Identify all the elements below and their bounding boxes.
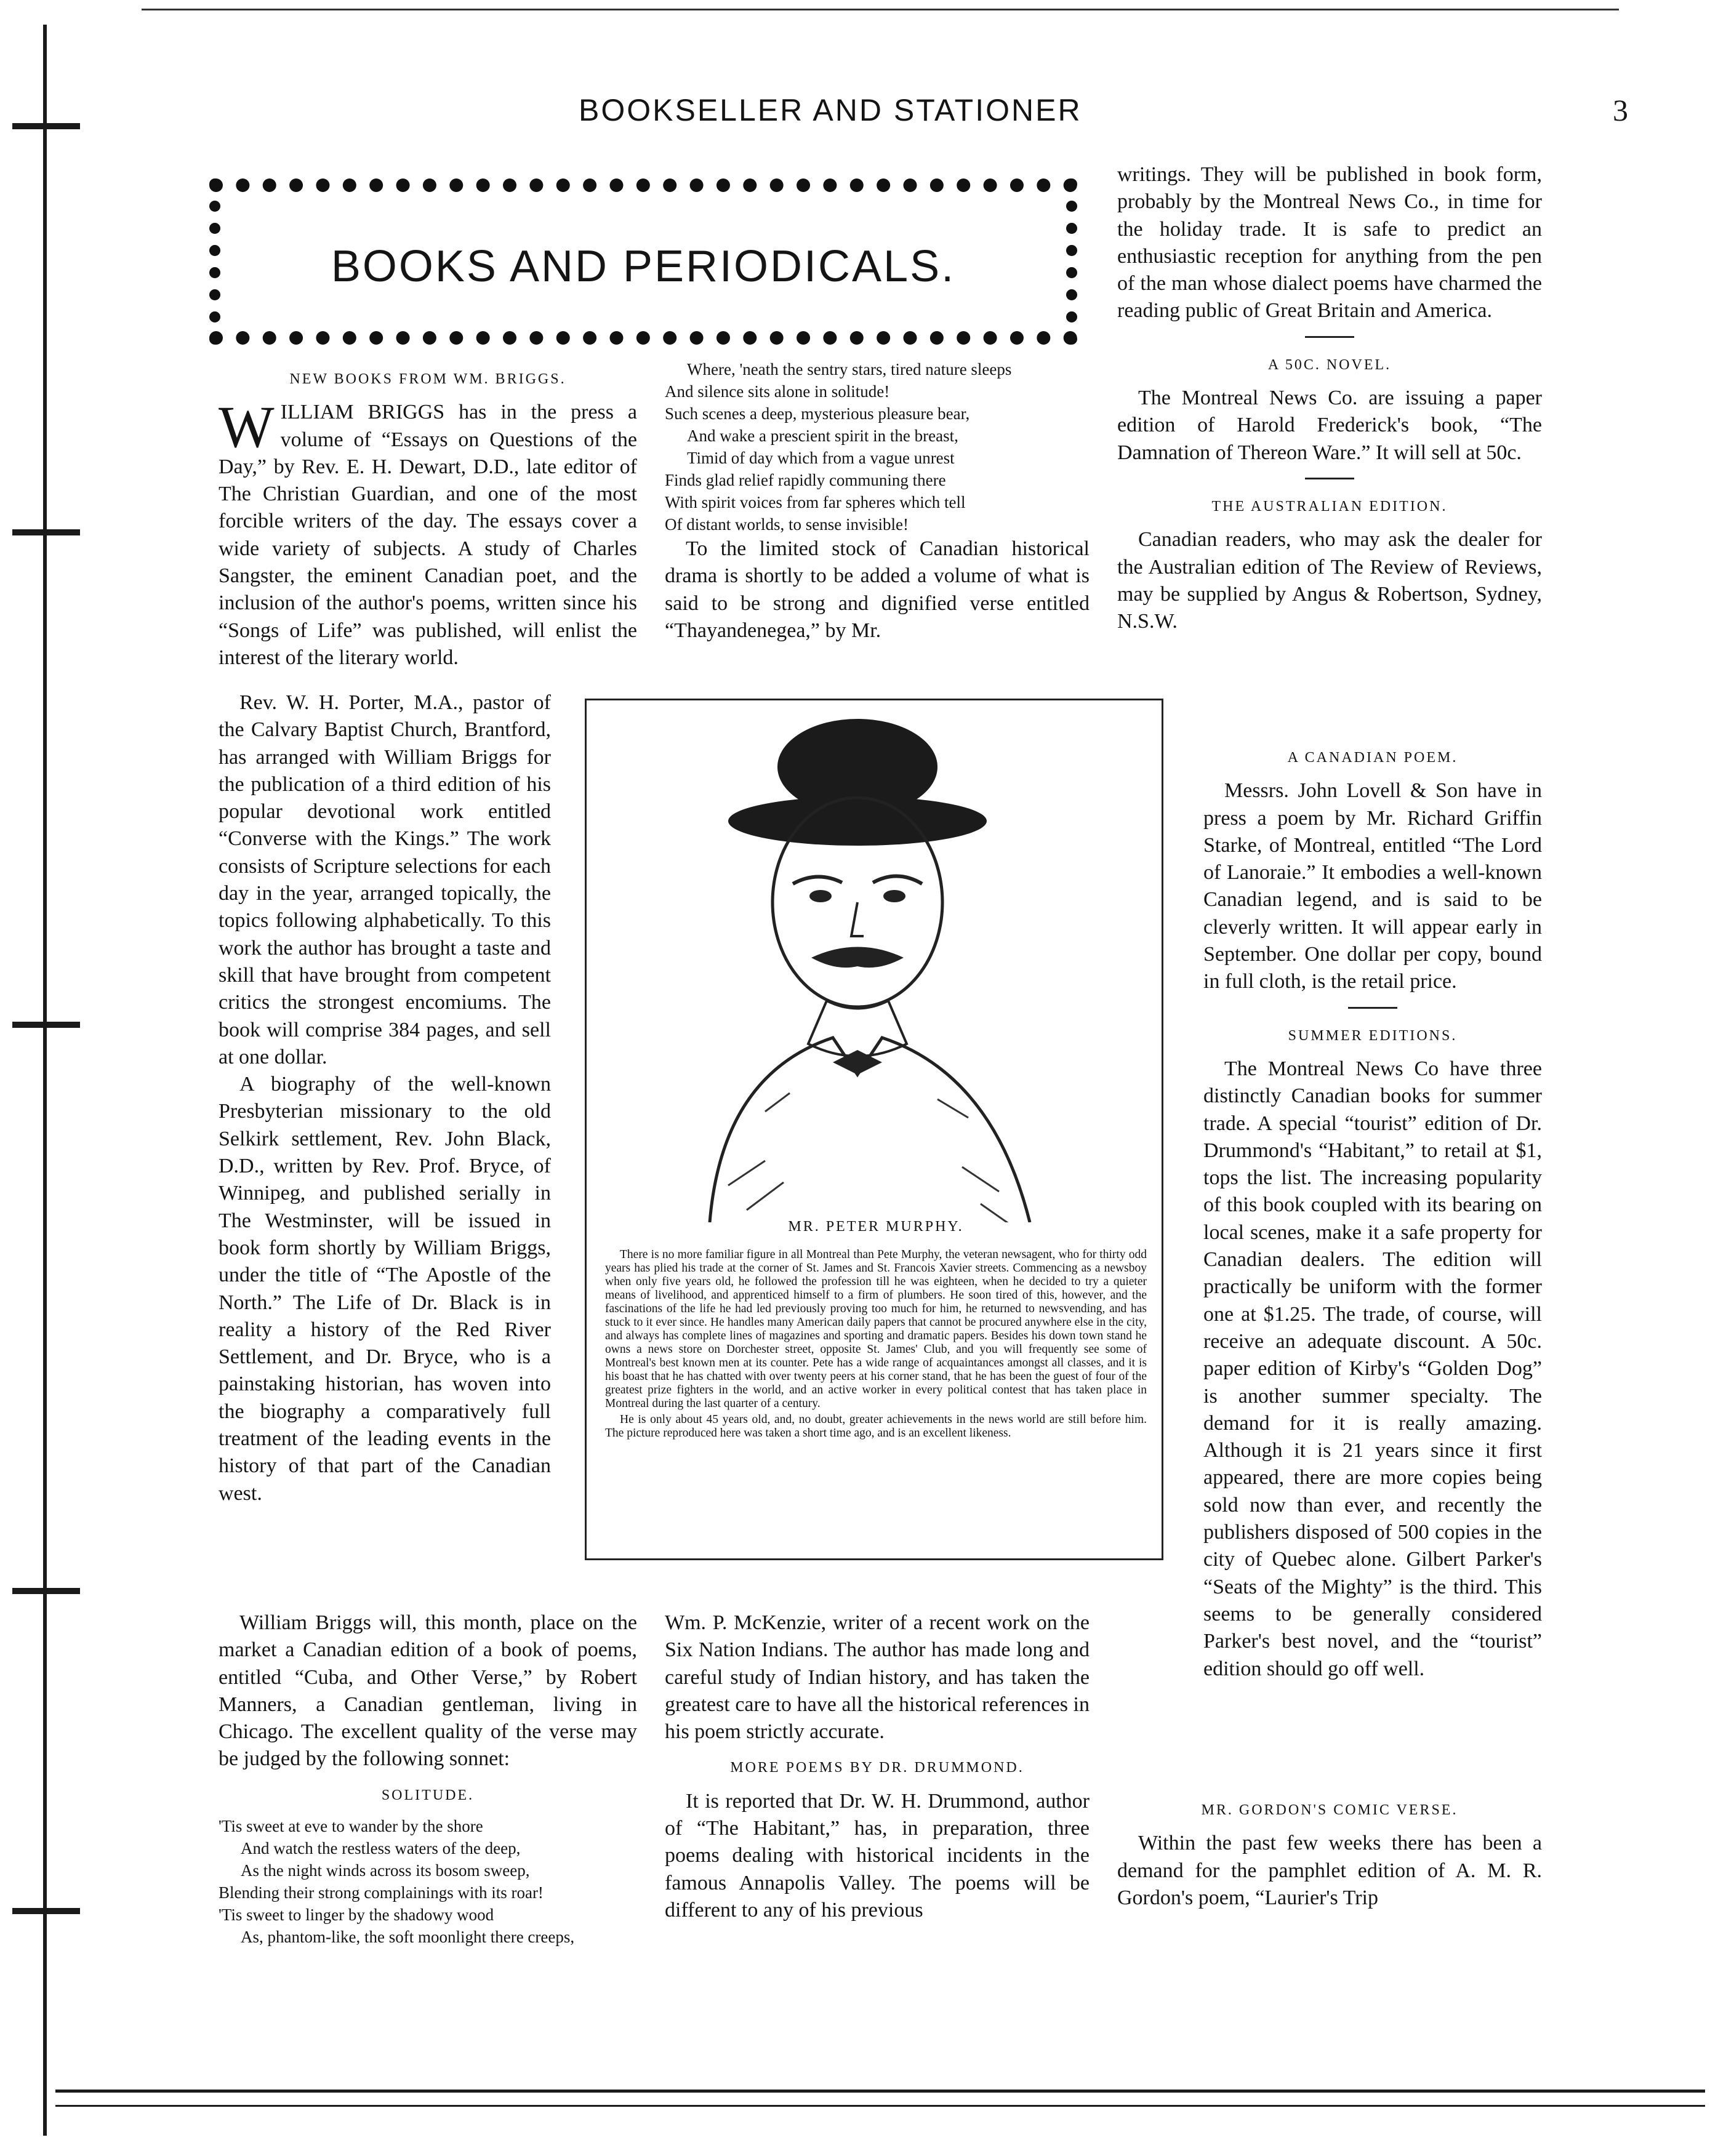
poem-title: SOLITUDE. xyxy=(381,1787,475,1803)
binding-mark xyxy=(12,123,80,129)
poem xyxy=(219,1815,637,1948)
poem-line: With spirit voices from far spheres which tell xyxy=(665,493,966,511)
section-heading: NEW BOOKS FROM WM. BRIGGS. xyxy=(289,371,566,387)
paragraph: It is reported that Dr. W. H. Drummond, author of “The Habitant,” has, in preparation, three poems dealing with historical incidents in the famous Annapolis Valley. The poems will be different to any of his previous xyxy=(665,1789,1090,1922)
paragraph-text: ILLIAM BRIGGS has in the press a volume of “Essays on Questions of the Day,” by Rev. E. H. Dewart, D.D., late editor of The Christian Guardian, and one of the most forcible writers of the day. The essays cover a wide variety of subjects. A study of Charles Sangster, the eminent Canadian poet, and the inclusion of the author's poems, written since his “Songs of Life” was published, will enlist the interest of the literary world. xyxy=(219,401,637,669)
column-1-lower xyxy=(219,1609,637,1948)
page-number: 3 xyxy=(1613,93,1628,127)
column-1 xyxy=(219,357,637,671)
section-heading: MR. GORDON'S COMIC VERSE. xyxy=(1201,1802,1458,1818)
top-rule xyxy=(142,9,1619,10)
paragraph: Wm. P. McKenzie, writer of a recent work on the Six Nation Indians. The author has made long and careful study of Indian history, and has taken the greatest care to have all the historical references in his poem strictly accurate. xyxy=(665,1611,1090,1744)
paragraph: Messrs. John Lovell & Son have in press a poem by Mr. Richard Griffin Starke, of Montreal, entitled “The Lord of Lanoraie.” It embodies a well-known Canadian legend, and is said to be cleverly written. It will appear early in September. One dollar per copy, bound in full cloth, is the retail price. xyxy=(1203,779,1542,993)
poem-line: 'Tis sweet at eve to wander by the shore xyxy=(219,1817,483,1836)
bottom-rule xyxy=(55,2090,1705,2093)
column-3-lower xyxy=(1117,1788,1542,1912)
paragraph: William Briggs will, this month, place on the market a Canadian edition of a book of poems, entitled “Cuba, and Other Verse,” by Robert Manners, a Canadian gentleman, living in Chicago. The excellent quality of the verse may be judged by the following sonnet: xyxy=(219,1611,637,1771)
poem-line: 'Tis sweet to linger by the shadowy wood xyxy=(219,1906,494,1925)
poem xyxy=(665,358,1090,535)
running-title: BOOKSELLER AND STATIONER xyxy=(579,93,1082,127)
poem-line: Timid of day which from a vague unrest xyxy=(687,449,955,467)
paragraph: To the limited stock of Canadian historical drama is shortly to be added a volume of what is said to be strong and dignified verse entitled “Thayandenegea,” by Mr. xyxy=(665,537,1090,642)
separator-rule xyxy=(1348,1007,1397,1009)
banner-title: BOOKS AND PERIODICALS. xyxy=(331,242,956,291)
column-2-lower xyxy=(665,1609,1090,1924)
paragraph: writings. They will be published in book form, probably by the Montreal News Co., in time for the holiday trade. It is safe to predict an enthusiastic reception for anything from the pen of the man whose dialect poems have charmed the reading public of Great Britain and America. xyxy=(1117,163,1542,323)
column-2 xyxy=(665,358,1090,644)
paragraph xyxy=(219,394,637,671)
poem-line: And silence sits alone in solitude! xyxy=(665,382,890,401)
poem-line: And watch the restless waters of the deep, xyxy=(241,1839,521,1858)
binding-mark xyxy=(12,1588,80,1594)
binding-mark xyxy=(12,529,80,535)
drop-cap: W xyxy=(219,394,275,460)
poem-line: As the night winds across its bosom sweep, xyxy=(241,1861,530,1880)
separator-rule xyxy=(1305,336,1354,338)
figure-caption: MR. PETER MURPHY. xyxy=(788,1219,964,1235)
section-heading: MORE POEMS BY DR. DRUMMOND. xyxy=(730,1760,1024,1776)
caption-paragraph: There is no more familiar figure in all Montreal than Pete Murphy, the veteran newsagent, who for thirty odd years has plied his trade at the corner of St. James and St. Francois Xavier streets. Commencing as a newsboy when only five years old, he followed the profession till he was eighteen, when he decided to try a quieter means of livelihood, and apprenticed himself to a firm of plumbers. He soon tired of this, however, and the fascinations of the life he had led previously proving too much for him, he returned to newsvending, and has stuck to it ever since. He handles many American daily papers that cannot be procured anywhere else in the city, and always has complete lines of magazines and sporting and dramatic papers. Besides his down town stand he owns a news store on Dorchester street, opposite St. James' Club, and you will frequently see some of Montreal's best known men at its counter. Pete has a wide range of acquaintances amongst all classes, and it is his boast that he has chatted with over twenty peers at his corner stand, that he has been the guest of four of the greatest prize fighters in the world, and an active worker in every political contest that has taken place in Montreal during the last quarter of a century. xyxy=(605,1248,1147,1410)
bottom-rule xyxy=(55,2105,1705,2107)
portrait-figure xyxy=(585,699,1163,1560)
poem-line: And wake a prescient spirit in the breast, xyxy=(687,427,958,445)
paragraph: The Montreal News Co have three distinctly Canadian books for summer trade. A special “tourist” edition of Dr. Drummond's “Habitant,” to retail at $1, tops the list. The increasing popularity of this book coupled with its bearing on local scenes, make it a safe property for Canadian dealers. The edition will practically be uniform with the former one at $1.25. The trade, of course, will receive an adequate discount. A 50c. paper edition of Kirby's “Golden Dog” is another summer specialty. The demand for it is really amazing. Although it is 21 years since it first appeared, there are more copies being sold now than ever, and recently the publishers disposed of 500 copies in the city of Quebec alone. Gilbert Parker's “Seats of the Mighty” is the third. This seems to be generally considered Parker's best novel, and the “tourist” edition should go off well. xyxy=(1203,1057,1542,1680)
figure-caption-text xyxy=(605,1248,1147,1443)
poem-line: As, phantom-like, the soft moonlight there creeps, xyxy=(241,1928,575,1947)
section-heading: SUMMER EDITIONS. xyxy=(1288,1027,1458,1044)
poem-line: Of distant worlds, to sense invisible! xyxy=(665,515,909,534)
column-3 xyxy=(1117,161,1542,635)
paragraph: A biography of the well-known Presbyterian missionary to the old Selkirk settlement, Rev. John Black, D.D., written by Rev. Prof. Bryce, of Winnipeg, and published serially in The Westminster, will be issued in book form shortly by William Briggs, under the title of “The Apostle of the North.” The Life of Dr. Black is in reality a history of the Red River Settlement, and Dr. Bryce, who is a painstaking historian, has woven into the biography a comparatively full treatment of the leading events in the history of that part of the Canadian west. xyxy=(219,1073,551,1505)
separator-rule xyxy=(1305,478,1354,479)
section-heading: A CANADIAN POEM. xyxy=(1287,750,1458,766)
section-heading: THE AUSTRALIAN EDITION. xyxy=(1211,498,1448,515)
caption-paragraph: He is only about 45 years old, and, no doubt, greater achievements in the news world are still before him. The picture reproduced here was taken a short time ago, and is an excellent likeness. xyxy=(605,1413,1147,1440)
portrait-illustration xyxy=(673,718,1079,1222)
paragraph: Rev. W. H. Porter, M.A., pastor of the Calvary Baptist Church, Brantford, has arranged with William Briggs for the publication of a third edition of his popular devotional work entitled “Converse with the Kings.” The work consists of Scripture selections for each day in the year, arranged topically, the topics following alphabetically. To this work the author has brought a taste and skill that have brought from competent critics the strongest encomiums. The book will comprise 384 pages, and sell at one dollar. xyxy=(219,691,551,1068)
poem-line: Such scenes a deep, mysterious pleasure bear, xyxy=(665,404,970,423)
paragraph: Canadian readers, who may ask the dealer for the Australian edition of The Review of Reviews, may be supplied by Angus & Robertson, Sydney, N.S.W. xyxy=(1117,528,1542,633)
section-heading: A 50C. NOVEL. xyxy=(1267,356,1392,373)
poem-line: Finds glad relief rapidly communing there xyxy=(665,471,946,489)
column-1-narrow xyxy=(219,689,551,1507)
section-banner xyxy=(209,178,1077,345)
binding-mark xyxy=(12,1022,80,1028)
poem-line: Where, 'neath the sentry stars, tired nature sleeps xyxy=(687,360,1012,379)
paragraph: Within the past few weeks there has been a demand for the pamphlet edition of A. M. R. Gordon's poem, “Laurier's Trip xyxy=(1117,1832,1542,1909)
binding-mark xyxy=(12,1908,80,1914)
column-3-narrow xyxy=(1203,735,1542,1683)
poem-line: Blending their strong complainings with its roar! xyxy=(219,1883,544,1902)
binding-line xyxy=(43,25,47,2136)
paragraph: The Montreal News Co. are issuing a paper edition of Harold Frederick's book, “The Damnation of Thereon Ware.” It will sell at 50c. xyxy=(1117,387,1542,464)
